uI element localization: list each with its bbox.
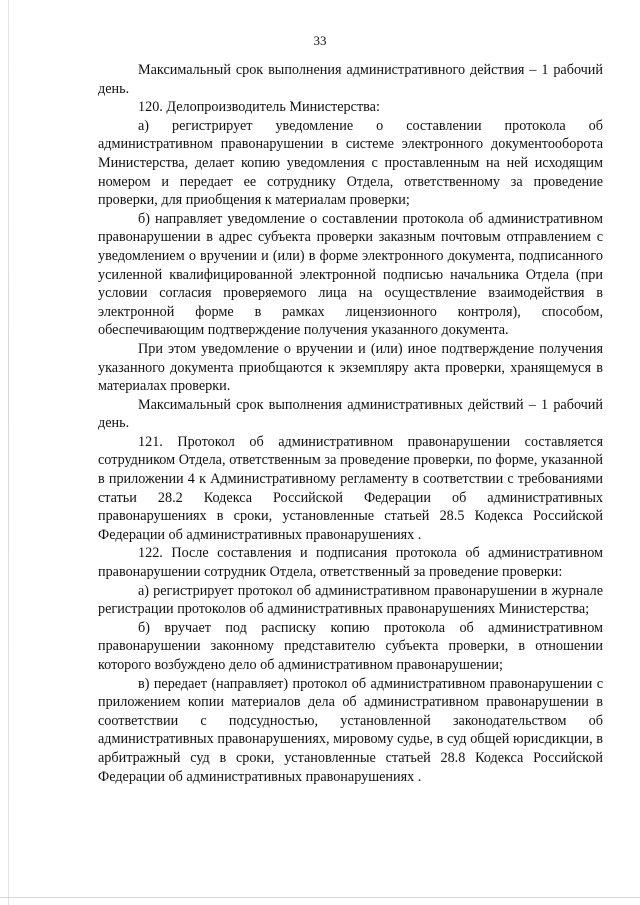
paragraph-delivery-confirmation: При этом уведомление о вручении и (или) иное подтверждение получения указанного документа приобщаются к экземпляру акта проверки, хранящемуся в материалах проверки.: [98, 340, 603, 395]
paragraph-120-heading: 120. Делопроизводитель Министерства:: [138, 99, 380, 116]
paragraph-deadline-1: Максимальный срок выполнения административного действия – 1 рабочий день.: [98, 62, 603, 97]
page-number: 33: [313, 33, 327, 48]
paragraph-122-a: а) регистрирует протокол об административном правонарушении в журнале регистрации протоколов об административных правонарушениях Министерства;: [98, 582, 603, 618]
paragraph-122-v: в) передает (направляет) протокол об административном правонарушении с приложением копии материалов дела об административном правонарушении в соответствии с подсудностью, установленной законодательством об административных правонарушениях, мировому судье, в суд общей юрисдикции, в арбитражный суд в сроки, установленные статьей 28.8 Кодекса Российской Федерации об административных правонарушениях .: [98, 675, 603, 785]
paragraph-122-heading: 122. После составления и подписания протокола об административном правонарушении сотрудник Отдела, ответственный за проведение проверки:: [98, 545, 603, 581]
paragraph-deadline-2: Максимальный срок выполнения административных действий – 1 рабочий день.: [98, 396, 603, 432]
paragraph-120-b: б) направляет уведомление о составлении протокола об административном правонарушении в адрес субъекта проверки заказным почтовым отправлением с уведомлением о вручении и (или) в форме электронного документа, подписанного усиленной квалифицированной электронной подписью начальника Отдела (при условии согласия проверяемого лица на осуществление взаимодействия в электронной форме в рамках лицензионного контроля), способом, обеспечивающим подтверждение получения указанного документа.: [98, 210, 603, 339]
scan-edge-bottom: [0, 897, 640, 898]
scan-edge-left: [8, 0, 9, 905]
paragraph-121: 121. Протокол об административном правонарушении составляется сотрудником Отдела, ответственным за проведение проверки, по форме, указанной в приложении 4 к Административному регламенту в соответствии с требованиями статьи 28.2 Кодекса Российской Федерации об административных правонарушениях в сроки, установленные статьей 28.5 Кодекса Российской Федерации об административных правонарушениях .: [98, 433, 603, 543]
paragraph-122-b: б) вручает под расписку копию протокола об административном правонарушении законному представителю субъекта проверки, в отношении которого возбуждено дело об административном правонарушении;: [98, 619, 603, 673]
paragraph-120-a: а) регистрирует уведомление о составлении протокола об административном правонарушении в системе электронного документооборота Министерства, делает копию уведомления с проставленным на ней исходящим номером и передает ее сотруднику Отдела, ответственному за проведение проверки, для приобщения к материалам проверки;: [98, 117, 603, 209]
document-body: [98, 61, 603, 786]
